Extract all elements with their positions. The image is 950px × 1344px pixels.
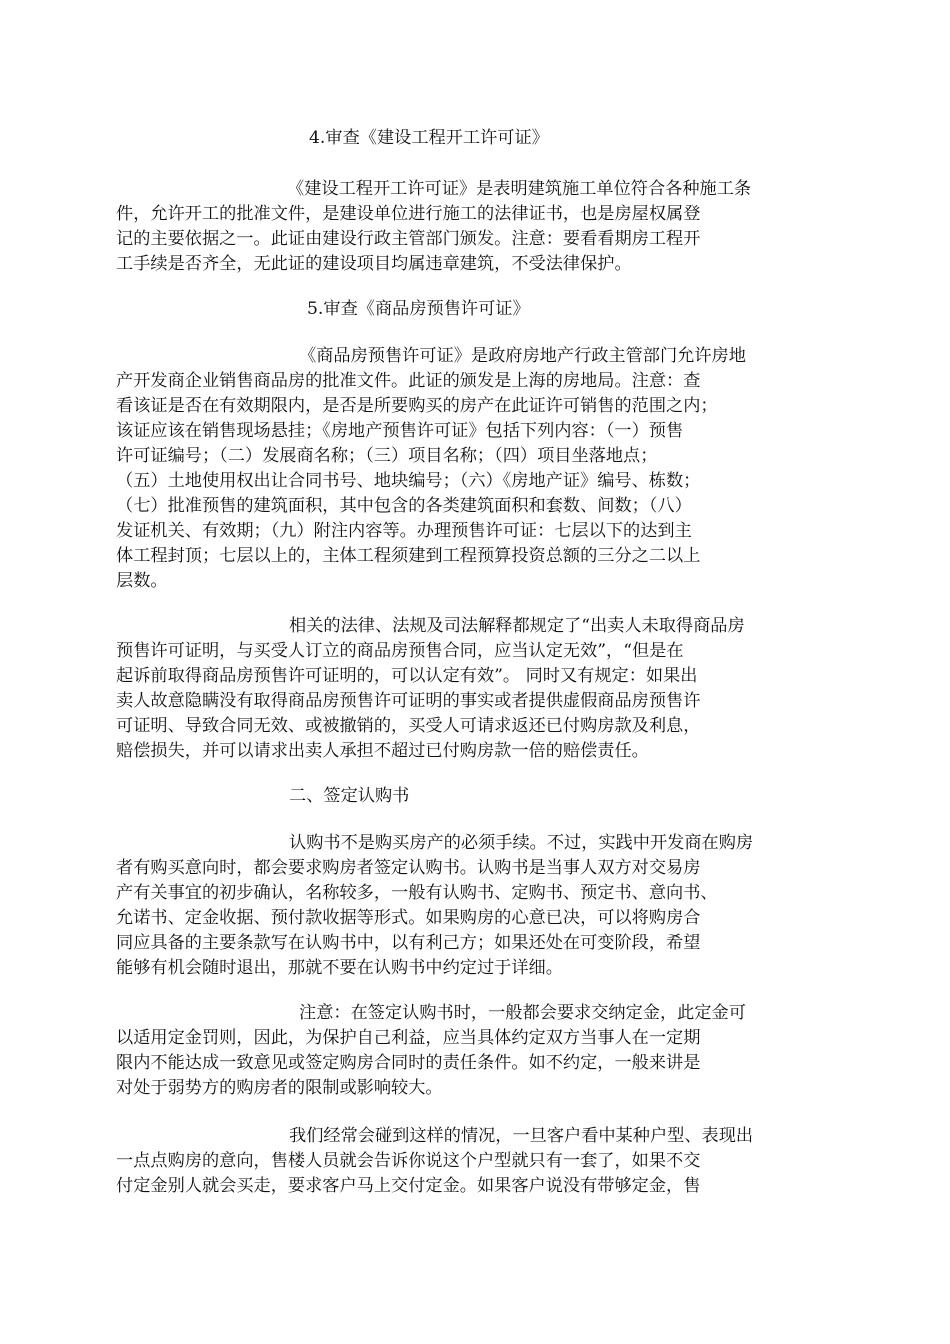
paragraph-line: 体工程封顶；七层以上的，主体工程须建到工程预算投资总额的三分之二以上	[116, 546, 701, 566]
paragraph-line: 记的主要依据之一。此证由建设行政主管部门颁发。注意：要看看期房工程开	[116, 229, 701, 249]
paragraph-line: 允诺书、定金收据、预付款收据等形式。如果购房的心意已决，可以将购房合	[116, 908, 701, 928]
paragraph-line: 工手续是否齐全，无此证的建设项目均属违章建筑，不受法律保护。	[116, 254, 632, 274]
heading-line: 5.审查《商品房预售许可证》	[307, 299, 530, 319]
paragraph-line: 我们经常会碰到这样的情况，一旦客户看中某种户型、表现出	[289, 1126, 754, 1146]
paragraph-line: 相关的法律、法规及司法解释都规定了“出卖人未取得商品房	[289, 616, 745, 636]
paragraph-line: 限内不能达成一致意见或签定购房合同时的责任条件。如不约定，一般来讲是	[116, 1053, 701, 1073]
paragraph-line: （五）土地使用权出让合同书号、地块编号；（六）《房地产证》编号、栋数；	[116, 471, 701, 491]
paragraph-line: 《建设工程开工许可证》是表明建筑施工单位符合各种施工条	[287, 179, 752, 199]
paragraph-line: 付定金别人就会买走，要求客户马上交付定金。如果客户说没有带够定金，售	[116, 1176, 701, 1196]
paragraph-line: 一点点购房的意向，售楼人员就会告诉你说这个户型就只有一套了，如果不交	[116, 1151, 701, 1171]
paragraph-line: 起诉前取得商品房预售许可证明的，可以认定有效”。 同时又有规定：如果出	[116, 666, 698, 686]
paragraph-line: 卖人故意隐瞒没有取得商品房预售许可证明的事实或者提供虚假商品房预售许	[116, 691, 701, 711]
paragraph-line: 能够有机会随时退出，那就不要在认购书中约定过于详细。	[116, 958, 563, 978]
paragraph-line: （七）批准预售的建筑面积，其中包含的各类建筑面积和套数、间数；（八）	[116, 496, 692, 516]
paragraph-line: 许可证编号；（二）发展商名称；（三）项目名称；（四）项目坐落地点；	[116, 446, 658, 466]
paragraph-line: 看该证是否在有效期限内，是否是所要购买的房产在此证许可销售的范围之内；	[116, 396, 718, 416]
paragraph-line: 对处于弱势方的购房者的限制或影响较大。	[116, 1078, 443, 1098]
paragraph-line: 以适用定金罚则，因此，为保护自己利益，应当具体约定双方当事人在一定期	[116, 1028, 701, 1048]
heading-line: 4.审查《建设工程开工许可证》	[309, 128, 549, 148]
paragraph-line: 产开发商企业销售商品房的批准文件。此证的颁发是上海的房地局。注意：查	[116, 371, 701, 391]
paragraph-line: 同应具备的主要条款写在认购书中，以有利己方；如果还处在可变阶段，希望	[116, 933, 701, 953]
paragraph-line: 件，允许开工的批准文件，是建设单位进行施工的法律证书，也是房屋权属登	[116, 204, 701, 224]
paragraph-line: 发证机关、有效期；（九）附注内容等。办理预售许可证：七层以下的达到主	[116, 521, 692, 541]
paragraph-line: 层数。	[116, 571, 168, 591]
paragraph-line: 产有关事宜的初步确认，名称较多，一般有认购书、定购书、预定书、意向书、	[116, 883, 718, 903]
paragraph-line: 注意：在签定认购书时，一般都会要求交纳定金，此定金可	[299, 1003, 746, 1023]
paragraph-line: 该证应该在销售现场悬挂；《房地产预售许可证》包括下列内容：（一）预售	[116, 421, 684, 441]
heading-line: 二、签定认购书	[289, 786, 410, 806]
paragraph-line: 《商品房预售许可证》是政府房地产行政主管部门允许房地	[299, 346, 746, 366]
paragraph-line: 者有购买意向时，都会要求购房者签定认购书。认购书是当事人双方对交易房	[116, 858, 701, 878]
paragraph-line: 认购书不是购买房产的必须手续。不过，实践中开发商在购房	[289, 833, 754, 853]
paragraph-line: 可证明、导致合同无效、或被撤销的，买受人可请求返还已付购房款及利息，	[116, 716, 701, 736]
paragraph-line: 赔偿损失，并可以请求出卖人承担不超过已付购房款一倍的赔偿责任。	[116, 741, 649, 761]
paragraph-line: 预售许可证明，与买受人订立的商品房预售合同，应当认定无效”，“但是在	[116, 641, 684, 661]
